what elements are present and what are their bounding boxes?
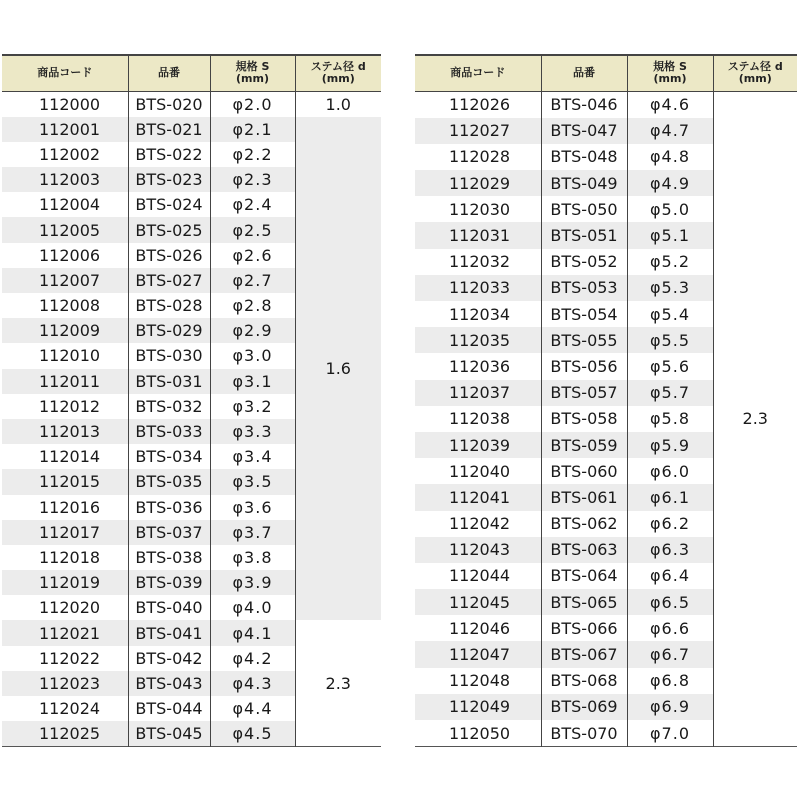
product-code-cell: 112045 (415, 589, 541, 615)
product-table-left (2, 54, 381, 747)
product-code-cell: 112015 (2, 469, 128, 494)
part-number-cell: BTS-040 (128, 595, 210, 620)
spec-size-cell: φ6.7 (627, 641, 713, 667)
part-number-cell: BTS-032 (128, 394, 210, 419)
spec-size-cell: φ6.5 (627, 589, 713, 615)
table-body (2, 91, 381, 747)
part-number-cell: BTS-024 (128, 192, 210, 217)
product-code-cell: 112012 (39, 396, 101, 416)
spec-size-cell: φ4.5 (210, 721, 295, 747)
product-code-cell: 112024 (39, 699, 101, 719)
product-code-cell: 112047 (415, 641, 541, 667)
part-number-cell: BTS-037 (128, 520, 210, 545)
part-number-cell: BTS-051 (541, 222, 627, 248)
spec-size-cell: φ3.4 (210, 444, 295, 469)
product-code-cell: 112039 (415, 432, 541, 458)
part-number-cell: BTS-034 (128, 444, 210, 469)
spec-size-cell: φ5.9 (627, 432, 713, 458)
part-number-cell: BTS-062 (541, 511, 627, 537)
product-code-cell: 112023 (2, 671, 128, 696)
spec-size-cell: φ3.9 (210, 570, 295, 595)
spec-size-cell: φ5.6 (627, 353, 713, 379)
product-code-cell: 112034 (449, 304, 511, 324)
product-code-cell: 112003 (2, 167, 128, 192)
spec-size-cell: φ6.4 (627, 563, 713, 589)
spec-size-cell: φ4.4 (210, 696, 295, 721)
header-stem-diameter: ステム径 d (mm) (295, 55, 381, 91)
spec-size-cell: φ3.6 (210, 495, 295, 520)
part-number-cell: BTS-030 (128, 343, 210, 368)
product-code-cell: 112019 (2, 570, 128, 595)
spec-size-cell: φ2.5 (210, 217, 295, 242)
part-number-cell: BTS-060 (541, 458, 627, 484)
spec-size-cell: φ3.2 (210, 394, 295, 419)
product-code-cell: 112028 (449, 147, 511, 167)
spec-size-cell: φ3.5 (210, 469, 295, 494)
spec-size-cell: φ2.0 (210, 91, 295, 117)
header-part-number: 品番 (128, 55, 210, 91)
product-code-cell: 112033 (415, 275, 541, 301)
part-number-cell: BTS-043 (128, 671, 210, 696)
part-number-cell: BTS-047 (541, 118, 627, 144)
product-code-cell: 112040 (449, 461, 511, 481)
table-row (2, 117, 381, 142)
product-code-cell: 112002 (39, 144, 101, 164)
product-code-cell: 112030 (449, 199, 511, 219)
product-code-cell: 112031 (415, 222, 541, 248)
spec-size-cell: φ5.4 (627, 301, 713, 327)
spec-size-cell: φ2.7 (210, 268, 295, 293)
spec-size-cell: φ3.1 (210, 369, 295, 394)
spec-size-cell: φ5.1 (627, 222, 713, 248)
spec-size-cell: φ5.8 (627, 406, 713, 432)
spec-size-cell: φ2.8 (210, 293, 295, 318)
part-number-cell: BTS-025 (128, 217, 210, 242)
spec-size-cell: φ3.8 (210, 545, 295, 570)
product-code-cell: 112018 (39, 547, 101, 567)
product-code-cell: 112044 (449, 566, 511, 586)
product-code-cell: 112020 (39, 598, 101, 618)
product-code-cell: 112001 (2, 117, 128, 142)
header-spec-size: 規格 S (mm) (210, 55, 295, 91)
product-code-cell: 112022 (39, 648, 101, 668)
part-number-cell: BTS-070 (541, 720, 627, 747)
spec-size-cell: φ6.0 (627, 458, 713, 484)
product-code-cell: 112011 (2, 369, 128, 394)
part-number-cell: BTS-058 (541, 406, 627, 432)
part-number-cell: BTS-027 (128, 268, 210, 293)
part-number-cell: BTS-033 (128, 419, 210, 444)
table-row (415, 91, 797, 118)
product-code-cell: 112041 (415, 484, 541, 510)
header-spec-size: 規格 S (mm) (627, 55, 713, 91)
product-code-cell: 112005 (2, 217, 128, 242)
part-number-cell: BTS-022 (128, 142, 210, 167)
stem-diameter-cell: 1.6 (295, 117, 381, 621)
product-code-cell: 112042 (449, 514, 511, 534)
part-number-cell: BTS-021 (128, 117, 210, 142)
product-code-cell: 112026 (449, 95, 511, 115)
part-number-cell: BTS-049 (541, 170, 627, 196)
product-code-cell: 112007 (2, 268, 128, 293)
part-number-cell: BTS-050 (541, 196, 627, 222)
spec-size-cell: φ4.0 (210, 595, 295, 620)
product-code-cell: 112043 (415, 537, 541, 563)
product-code-cell: 112036 (449, 356, 511, 376)
part-number-cell: BTS-052 (541, 249, 627, 275)
product-code-cell: 112008 (39, 296, 101, 316)
part-number-cell: BTS-023 (128, 167, 210, 192)
spec-size-cell: φ6.1 (627, 484, 713, 510)
spec-size-cell: φ2.6 (210, 243, 295, 268)
spec-size-cell: φ6.6 (627, 615, 713, 641)
spec-size-cell: φ2.3 (210, 167, 295, 192)
part-number-cell: BTS-036 (128, 495, 210, 520)
product-code-cell: 112010 (39, 346, 101, 366)
product-code-cell: 112025 (2, 721, 128, 747)
spec-size-cell: φ4.7 (627, 118, 713, 144)
product-code-cell: 112006 (39, 245, 101, 265)
part-number-cell: BTS-065 (541, 589, 627, 615)
product-code-cell: 112048 (449, 671, 511, 691)
spec-size-cell: φ5.3 (627, 275, 713, 301)
product-code-cell: 112014 (39, 447, 101, 467)
part-number-cell: BTS-026 (128, 243, 210, 268)
header-part-number: 品番 (541, 55, 627, 91)
product-code-cell: 112013 (2, 419, 128, 444)
product-code-cell: 112037 (415, 380, 541, 406)
spec-size-cell: φ5.0 (627, 196, 713, 222)
part-number-cell: BTS-035 (128, 469, 210, 494)
spec-size-cell: φ5.7 (627, 380, 713, 406)
product-code-cell: 112004 (39, 195, 101, 215)
product-code-cell: 112017 (2, 520, 128, 545)
product-code-cell: 112050 (449, 723, 511, 743)
header-stem-diameter: ステム径 d (mm) (713, 55, 797, 91)
product-table-right (415, 54, 797, 747)
part-number-cell: BTS-053 (541, 275, 627, 301)
part-number-cell: BTS-045 (128, 721, 210, 747)
part-number-cell: BTS-064 (541, 563, 627, 589)
product-code-cell: 112032 (449, 252, 511, 272)
part-number-cell: BTS-055 (541, 327, 627, 353)
spec-size-cell: φ6.3 (627, 537, 713, 563)
spec-size-cell: φ4.2 (210, 646, 295, 671)
spec-size-cell: φ2.9 (210, 318, 295, 343)
product-code-cell: 112049 (415, 694, 541, 720)
stem-diameter-cell: 2.3 (295, 620, 381, 746)
part-number-cell: BTS-069 (541, 694, 627, 720)
table-row (2, 91, 381, 117)
product-code-cell: 112021 (2, 620, 128, 645)
part-number-cell: BTS-054 (541, 301, 627, 327)
spec-size-cell: φ3.7 (210, 520, 295, 545)
part-number-cell: BTS-056 (541, 353, 627, 379)
part-number-cell: BTS-038 (128, 545, 210, 570)
spec-size-cell: φ2.4 (210, 192, 295, 217)
spec-size-cell: φ3.3 (210, 419, 295, 444)
header-product-code: 商品コード (2, 55, 128, 91)
part-number-cell: BTS-028 (128, 293, 210, 318)
part-number-cell: BTS-063 (541, 537, 627, 563)
part-number-cell: BTS-042 (128, 646, 210, 671)
product-code-cell: 112027 (415, 118, 541, 144)
part-number-cell: BTS-039 (128, 570, 210, 595)
part-number-cell: BTS-066 (541, 615, 627, 641)
stem-diameter-cell: 1.0 (295, 91, 381, 117)
spec-size-cell: φ4.6 (627, 91, 713, 118)
spec-size-cell: φ4.9 (627, 170, 713, 196)
product-code-cell: 112038 (449, 409, 511, 429)
product-code-cell: 112016 (39, 497, 101, 517)
part-number-cell: BTS-057 (541, 380, 627, 406)
spec-size-cell: φ2.2 (210, 142, 295, 167)
part-number-cell: BTS-029 (128, 318, 210, 343)
part-number-cell: BTS-041 (128, 620, 210, 645)
product-code-cell: 112029 (415, 170, 541, 196)
spec-size-cell: φ5.2 (627, 249, 713, 275)
spec-size-cell: φ2.1 (210, 117, 295, 142)
part-number-cell: BTS-061 (541, 484, 627, 510)
part-number-cell: BTS-044 (128, 696, 210, 721)
product-code-cell: 112009 (2, 318, 128, 343)
part-number-cell: BTS-031 (128, 369, 210, 394)
part-number-cell: BTS-067 (541, 641, 627, 667)
spec-size-cell: φ4.8 (627, 144, 713, 170)
part-number-cell: BTS-048 (541, 144, 627, 170)
product-code-cell: 112035 (415, 327, 541, 353)
product-code-cell: 112000 (39, 94, 101, 114)
header-product-code: 商品コード (415, 55, 541, 91)
part-number-cell: BTS-020 (128, 91, 210, 117)
spec-size-cell: φ5.5 (627, 327, 713, 353)
part-number-cell: BTS-068 (541, 668, 627, 694)
spec-size-cell: φ6.9 (627, 694, 713, 720)
spec-size-cell: φ3.0 (210, 343, 295, 368)
spec-size-cell: φ7.0 (627, 720, 713, 747)
part-number-cell: BTS-059 (541, 432, 627, 458)
spec-size-cell: φ6.8 (627, 668, 713, 694)
table-body (415, 91, 797, 747)
spec-size-cell: φ4.3 (210, 671, 295, 696)
spec-size-cell: φ4.1 (210, 620, 295, 645)
table-row (2, 620, 381, 645)
stem-diameter-cell: 2.3 (713, 91, 797, 747)
product-code-cell: 112046 (449, 618, 511, 638)
part-number-cell: BTS-046 (541, 91, 627, 118)
spec-size-cell: φ6.2 (627, 511, 713, 537)
